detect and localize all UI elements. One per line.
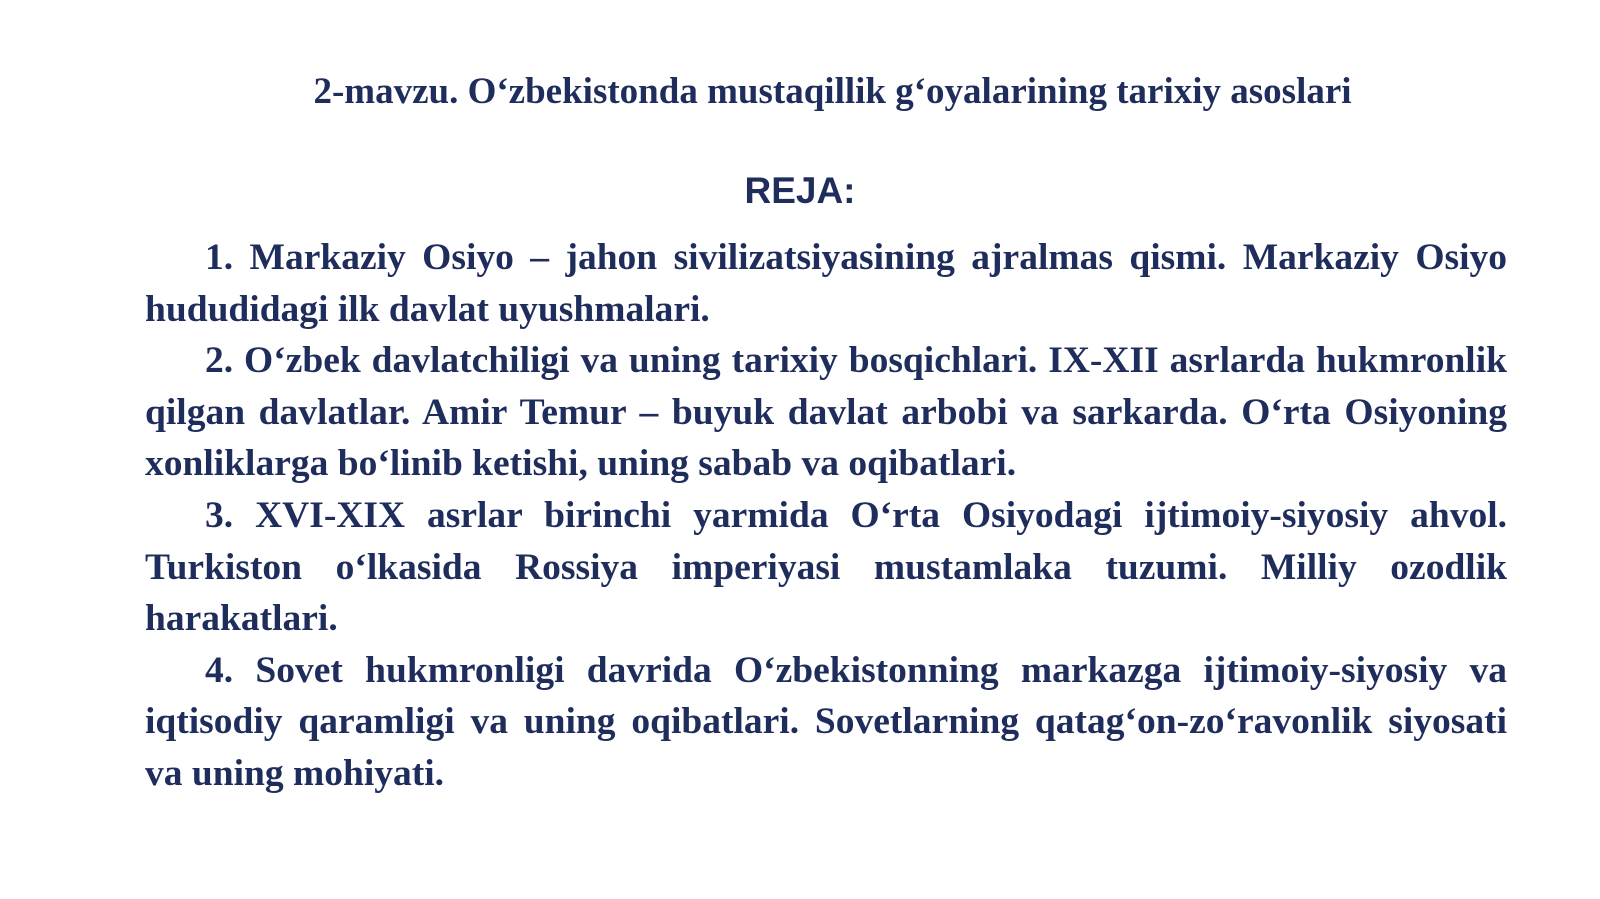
- plan-list: [145, 232, 1507, 800]
- plan-item: 2. O‘zbek davlatchiligi va uning tarixiy bosqichlari. IX-XII asrlarda hukmronlik qilgan davlatlar. Amir Temur – buyuk davlat arbobi va sarkarda. O‘rta Osiyoning xonliklarga bo‘linib ketishi, uning sabab va oqibatlari.: [145, 340, 1507, 485]
- plan-item: 3. XVI-XIX asrlar birinchi yarmida O‘rta Osiyodagi ijtimoiy-siyosiy ahvol. Turkiston o‘lkasida Rossiya imperiyasi mustamlaka tuzumi. Milliy ozodlik harakatlari.: [145, 494, 1507, 640]
- plan-heading: REJA:: [744, 170, 856, 211]
- plan-item: 4. Sovet hukmronligi davrida O‘zbekistonning markazga ijtimoiy-siyosiy va iqtisodiy qaramligi va uning oqibatlari. Sovetlarning qatag‘on-zo‘ravonlik siyosati va uning mohiyati.: [145, 649, 1507, 794]
- plan-item: 1. Markaziy Osiyo – jahon sivilizatsiyasining ajralmas qismi. Markaziy Osiyo hududidagi ilk davlat uyushmalari.: [145, 237, 1507, 330]
- slide-title: 2-mavzu. O‘zbekistonda mustaqillik g‘oyalarining tarixiy asoslari: [313, 71, 1352, 112]
